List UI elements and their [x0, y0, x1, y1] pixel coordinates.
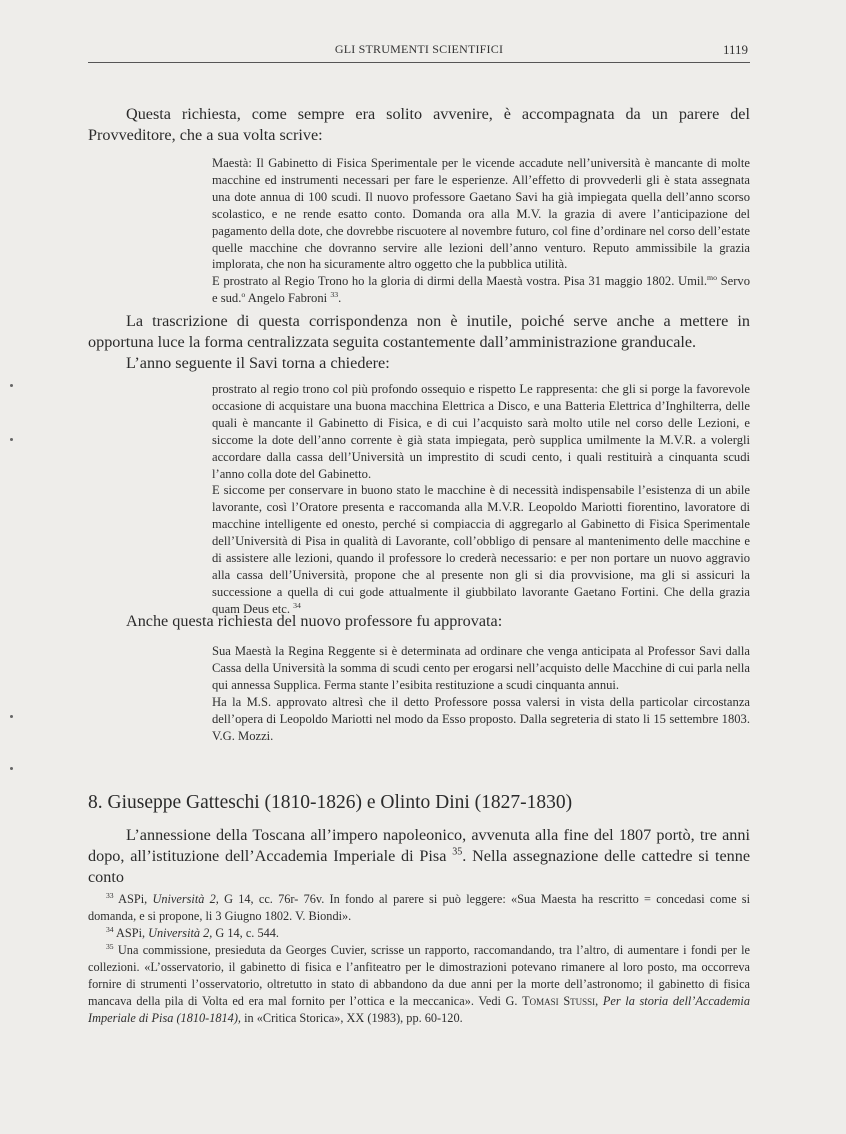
quote-text: Angelo Fabroni — [245, 291, 331, 306]
scan-mark — [10, 384, 13, 387]
footnote-33 — [88, 891, 750, 925]
paragraph-2 — [88, 311, 750, 374]
quote-text: Ha la M.S. approvato altresì che il detto Professore possa valersi in vista della particolar circostanza dell’opera di Leopoldo Mariotti nel modo da Esso proposto. Dalla segreteria di stato li 15 settembre 1803. V.G. Mozzi. — [212, 694, 750, 743]
footnote-text: , — [595, 994, 603, 1008]
footnote-italic: Università 2, — [148, 926, 213, 940]
paragraph-text: Questa richiesta, come sempre era solito avvenire, è accompagnata da un parere del Provveditore, che a sua volta scrive: — [88, 105, 750, 144]
footnote-text: ASPi, — [113, 892, 153, 906]
footnote-reference[interactable]: 35 — [452, 846, 463, 858]
section-heading: 8. Giuseppe Gatteschi (1810-1826) e Olinto Dini (1827-1830) — [88, 792, 573, 813]
paragraph-text: La trascrizione di questa corrispondenza non è inutile, poiché serve anche a mettere in opportuna luce la forma centralizzata seguita costantemente dall’amministrazione granducale. — [88, 312, 750, 351]
paragraph-text — [88, 825, 750, 888]
quote-text: Servo e sud. — [212, 274, 751, 306]
paragraph-text: L’anno seguente il Savi torna a chiedere: — [126, 354, 390, 372]
quote-text: prostrato al regio trono col più profondo ossequio e rispetto Le rappresenta: che gli si porge la favorevole occasione di acquistare una buona macchina Elettrica a Disco, e una Batteria Elettrica d’Inghilterra, delle quali è mancante il Gabinetto di Fisica, e di cui l’acquisto sarà molto utile nel corso delle Lezioni, e siccome la dote dell’anno corrente è già stata impiegata, però supplica umilmente la M.V.R. a volergli accordare dalla cassa dell’Università un imprestito di scudi cento, i quali restituirà a cinquanta scudi l’anno colla dote del Gabinetto. — [212, 382, 750, 481]
superscript: mo — [707, 273, 717, 283]
scan-mark — [10, 767, 13, 770]
page-number: 1119 — [722, 42, 748, 57]
footnote-number: 33 — [106, 890, 114, 900]
paragraph-text: Anche questa richiesta del nuovo professore fu approvata: — [126, 612, 503, 630]
superscript: o — [241, 290, 246, 300]
footnote-text: G 14, c. 544. — [212, 926, 279, 940]
footnote-author: Tomasi Stussi — [522, 994, 596, 1008]
footnote-34 — [88, 925, 750, 942]
footnote-reference[interactable]: 34 — [293, 600, 301, 610]
quote-text: . — [338, 291, 342, 306]
running-head: GLI STRUMENTI SCIENTIFICI — [334, 42, 504, 56]
footnotes — [88, 891, 750, 1027]
scan-mark — [10, 438, 13, 441]
footnote-text: ASPi, — [113, 926, 149, 940]
quote-text: E prostrato al Regio Trono ho la gloria di dirmi della Maestà vostra. Pisa 31 maggio 1802. Umil. — [212, 274, 708, 289]
quote-block-2 — [212, 381, 750, 618]
footnote-number: 34 — [106, 924, 114, 934]
quote-block-1 — [212, 155, 750, 307]
paragraph-span: L’annessione della Toscana all’impero napoleonico, avvenuta alla fine del 1807 portò, tre anni dopo, all’istituzione dell’Accademia Imperiale di Pisa — [88, 826, 750, 865]
footnote-text: Una commissione, presieduta da Georges Cuvier, scrisse un rapporto, raccomandando, tra l’altro, di aumentare i fondi per le collezioni. «L’osservatorio, il gabinetto di fisica e l’anfiteatro per le dimostrazioni potevano rimanere al loro posto, ma occorreva fornire di strumenti l’osservatorio, oltretutto in stato di abbandono da due anni per la morte dell’astronomo; il gabinetto di fisica mancava della pila di Volta ed era mal fornito per l’ottica e la meccanica». Vedi G. — [88, 943, 750, 1008]
paragraph-3 — [88, 611, 750, 632]
quote-text: Sua Maestà la Regina Reggente si è determinata ad ordinare che venga anticipata al Professor Savi dalla Cassa della Università la somma di scudi cento per erogarsi nell’acquisto delle Macchine di cui parla nella qui annessa Supplica. Ferma stante l’esibita restituzione a scudi cinquanta annui. — [212, 644, 750, 692]
footnote-italic: Per la storia dell’Accademia Imperiale di Pisa (1810-1814), — [88, 994, 751, 1025]
scan-mark — [10, 715, 13, 718]
footnote-reference[interactable]: 33 — [330, 290, 339, 300]
paragraph-1 — [88, 104, 750, 146]
quote-block-3 — [212, 643, 750, 744]
quote-text-continued — [212, 482, 750, 617]
paragraph-4 — [88, 825, 750, 888]
footnote-text: in «Critica Storica», XX (1983), pp. 60-120. — [241, 1011, 463, 1025]
quote-text: Maestà: Il Gabinetto di Fisica Sperimentale per le vicende accadute nell’università è mancante di molte macchine ed instrumenti necessari per fare le esperienze. All’effetto di provvederli gli è stata assegnata una dote annua di 100 scudi. Il nuovo professore Gaetano Savi ha già impiegata quella dell’anno scorso scolastico, e ne rende esatto conto. Domanda ora alla M.V. la grazia di avere l’anticipazione del pagamento della dote, che dovrebbe riscuotere al novembre futuro, col fine d’ordinare nel corso dell’estate quelle macchine che dovranno servire alle lezioni dell’anno venturo. Reputo ammissibile la grazia implorata, che non ha sicuramente altro oggetto che la pubblica utilità. — [212, 156, 750, 272]
quote-closing — [212, 273, 750, 307]
footnote-number: 35 — [106, 941, 114, 951]
footnote-text: G 14, cc. 76r- 76v. In fondo al parere si può leggere: «Sua Maesta ha rescritto = concedasi come si domanda, e si propone, li 3 Giugno 1802. V. Biondi». — [88, 892, 750, 923]
footnote-35 — [88, 942, 750, 1027]
page-header — [88, 42, 750, 63]
paragraph-span: . Nella assegnazione delle cattedre si tenne conto — [88, 847, 751, 886]
quote-text: E siccome per conservare in buono stato le macchine è di necessità indispensabile l’esistenza di un abile lavorante, così l’Oratore presenta e raccomanda alla M.V.R. Leopoldo Mariotti fiorentino, lavoratore di macchine intelligente ed onesto, perché si compiaccia di aggregarlo al Gabinetto di Fisica Sperimentale dell’Università di Pisa in qualità di Lavorante, coll’obbligo di pensare al mantenimento delle macchine e di assistere alle lezioni, quando il professore lo crederà necessario: e per non portare un nuovo aggravio alla cassa dell’Università, propone che al presente non gli si dia provvisione, ma gli si assicuri la successione a quella di cui gode attualmente il giubbilato lavorante Gaetano Fortini. Che della grazia quam Deus etc. — [212, 483, 750, 616]
footnote-italic: Università 2, — [152, 892, 219, 906]
